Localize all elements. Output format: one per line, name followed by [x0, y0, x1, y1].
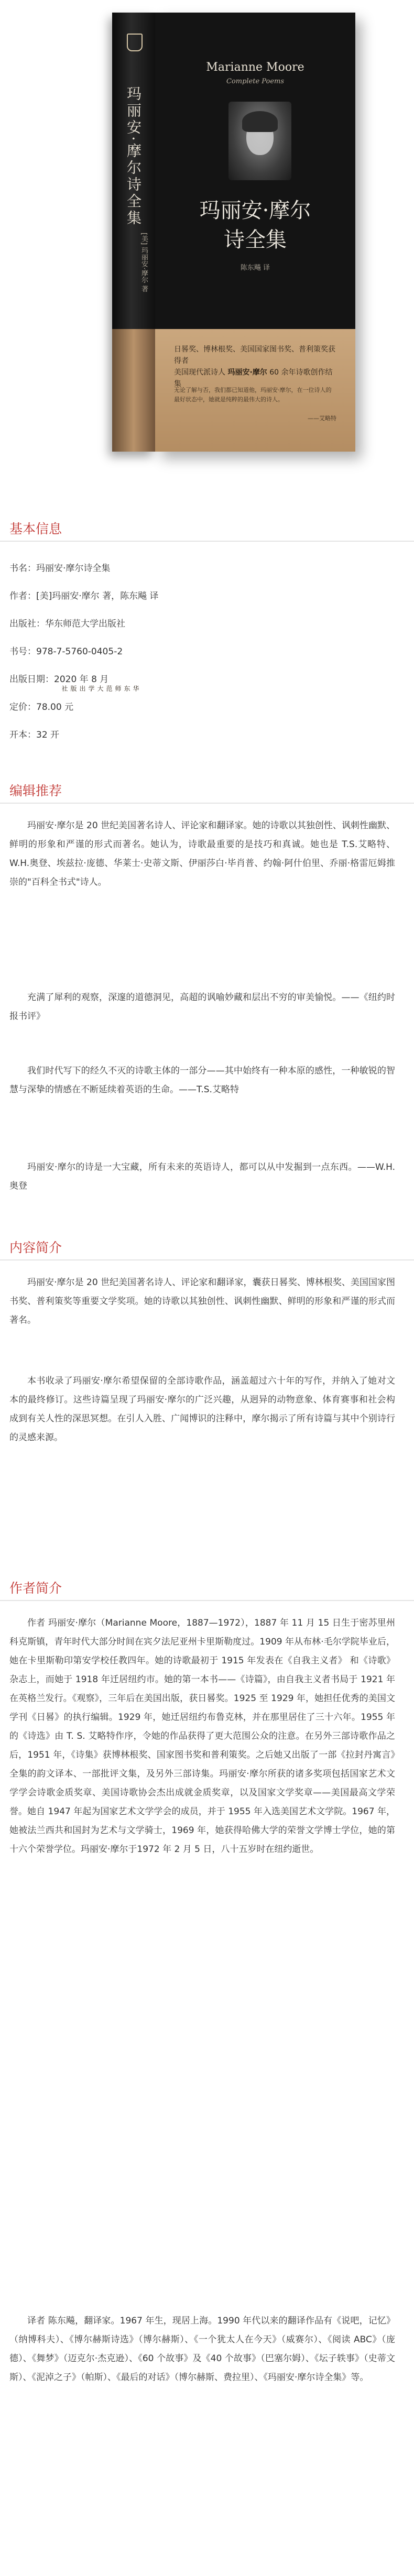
info-format: 开本：32 开	[9, 730, 60, 740]
spine-author: [美] 玛丽安·摩尔 著	[140, 233, 148, 292]
cover-chinese-title	[171, 196, 340, 255]
section-divider	[0, 541, 414, 542]
content-paragraph-2: 本书收录了玛丽安·摩尔希望保留的全部诗歌作品，涵盖超过六十年的写作，并纳入了她对文本的最终修订。这些诗篇呈现了玛丽安·摩尔的广泛兴趣，从迥异的动物意象、体育赛事和社会构成到有关人性的深思冥想。在引人入胜、广闻博识的注释中，摩尔揭示了所有诗篇与其中个别诗行的灵感来源。	[9, 1376, 395, 1443]
cover-blurb-pre: 美国现代派诗人	[174, 368, 228, 377]
section-title-content-intro: 内容简介	[9, 1240, 62, 1255]
cover-quote: 无论了解与否，我们都已知道他，玛丽安·摩尔，在一位诗人的最好状态中，她就是纯粹的最伟大的诗人。	[174, 387, 332, 403]
info-isbn: 书号：978-7-5760-0405-2	[9, 646, 123, 657]
cover-title-line-1: 玛丽安·摩尔	[199, 199, 311, 223]
info-publish-date: 出版日期：2020 年 8 月	[9, 674, 109, 685]
cover-title-line-2: 诗全集	[224, 228, 287, 252]
editor-paragraph-2: 充满了犀利的观察，深邃的道德洞见，高超的讽喻妙藏和层出不穷的审美愉悦。——《纽约时报书评》	[9, 992, 395, 1022]
editor-paragraph-1: 玛丽安·摩尔是 20 世纪美国著名诗人、评论家和翻译家。她的诗歌以其独创性、讽刺性幽默、鲜明的形象和严谨的形式而著名。她认为，诗歌最重要的是技巧和真诚。她也是 T.S.艾略特、W.H.奥登、埃兹拉·庞德、华莱士·史蒂文斯、伊丽莎白·毕肖普、约翰·阿什伯里、乔丽·格雷厄姆推崇的"百科全书式"诗人。	[9, 820, 395, 887]
section-title-editor-recommend: 编辑推荐	[9, 783, 62, 798]
portrait-hair	[242, 111, 278, 132]
info-author: 作者：[美]玛丽安·摩尔 著，陈东飚 译	[9, 591, 159, 601]
section-divider	[0, 1600, 414, 1601]
section-title-author-intro: 作者简介	[9, 1581, 62, 1596]
spine-publisher: 华东师范大学出版社	[61, 685, 139, 692]
cover-blurb	[174, 344, 336, 390]
cover-quote-source: ——艾略特	[308, 415, 336, 422]
content-paragraph-1: 玛丽安·摩尔是 20 世纪美国著名诗人、评论家和翻译家，囊获日晷奖、博林根奖、美国国家图书奖、普利策奖等重要文学奖项。她的诗歌以其独创性、讽刺性幽默、鲜明的形象和严谨的形式而著名。	[9, 1277, 395, 1325]
cover-blurb-line-1: 日晷奖、博林根奖、美国国家图书奖、普利策奖获得者	[174, 345, 335, 365]
cover-english-title: Marianne Moore	[206, 61, 304, 74]
editor-paragraph-3: 我们时代写下的经久不灭的诗歌主体的一部分——其中始终有一种本原的感性，一种敏锐的智慧与深挚的情感在不断延续着英语的生命。——T.S.艾略特	[9, 1066, 395, 1095]
cover-translator: 陈东飚 译	[240, 264, 270, 272]
section-title-basic-info: 基本信息	[9, 521, 62, 536]
author-portrait	[228, 102, 291, 180]
translator-paragraph: 译者 陈东飚，翻译家。1967 年生，现居上海。1990 年代以来的翻译作品有《说吧，记忆》（纳博科夫）、《博尔赫斯诗选》（博尔赫斯）、《一个犹太人在今天》（威赛尔）、《阅读 ABC》（庞德）、《舞梦》（迈克尔·杰克逊）、《60 个故事》及《40 个故事》（巴塞尔姆）、《坛子轶事》（史蒂文斯）、《泥淖之子》（帕斯）、《最后的对话》（博尔赫斯、费拉里）、《玛丽安·摩尔诗全集》等。	[9, 2316, 395, 2383]
info-book-title: 书名：玛丽安·摩尔诗全集	[9, 563, 111, 574]
info-price: 定价：78.00 元	[9, 702, 74, 712]
cover-blurb-bold: 玛丽安·摩尔	[227, 368, 267, 377]
book-front-cover	[155, 13, 355, 452]
section-divider	[0, 1259, 414, 1260]
spine-title: 玛丽安·摩尔诗全集	[125, 86, 142, 227]
cover-english-subtitle: Complete Poems	[226, 78, 285, 85]
cover-blurb-post: 60 余年诗歌创作结集	[174, 368, 333, 388]
editor-paragraph-4: 玛丽安·摩尔的诗是一大宝藏，所有未来的英语诗人，都可以从中发掘到一点东西。——W.H.奥登	[9, 1162, 395, 1191]
section-divider	[0, 803, 414, 804]
publisher-logo-icon	[127, 34, 143, 51]
info-publisher: 出版社：华东师范大学出版社	[9, 619, 125, 629]
author-paragraph: 作者 玛丽安·摩尔（Marianne Moore，1887—1972），1887 年 11 月 15 日生于密苏里州科克斯镇，青年时代大部分时间在宾夕法尼亚州卡里斯勒度过。1909 年从布林·毛尔学院毕业后，她在卡里斯勒印第安学校任教四年。她的诗歌最初于 1915 年发表在《自我主义者》 和《诗歌》杂志上，而她于 1918 年迁居纽约市。她的第一本书——《诗篇》，由自我主义者书局于 1921 年在英格兰发行。《观察》，三年后在美国出版，获日晷奖。1925 至 1929 年，她担任优秀的美国文学刊《日晷》的执行编辑。1929 年，她迁居纽约布鲁克林，并在那里居住了三十六年。1955 年的《诗选》由 T. S. 艾略特作序，令她的作品获得了更大范围公众的注意。在另外三部诗歌作品之后，1951 年，《诗集》获博林根奖、国家图书奖和普利策奖。之后她又出版了一部《拉封丹寓言》全集的韵文译本、一部批评文集，及另外三部诗集。玛丽安·摩尔所获的诸多奖项包括国家艺术文学学会诗歌金质奖章、美国诗歌协会杰出成就金质奖章，以及国家文学奖章——美国最高文学荣誉。她自 1947 年起为国家艺术文学学会的成员，并于 1955 年入选美国艺术文学院。1967 年，她被法兰西共和国封为艺术与文学骑士，1969 年，她获得哈佛大学的荣誉文学博士学位，她的第十六个荣誉学位。玛丽安·摩尔于1972 年 2 月 5 日，八十五岁时在纽约逝世。	[9, 1618, 395, 1855]
